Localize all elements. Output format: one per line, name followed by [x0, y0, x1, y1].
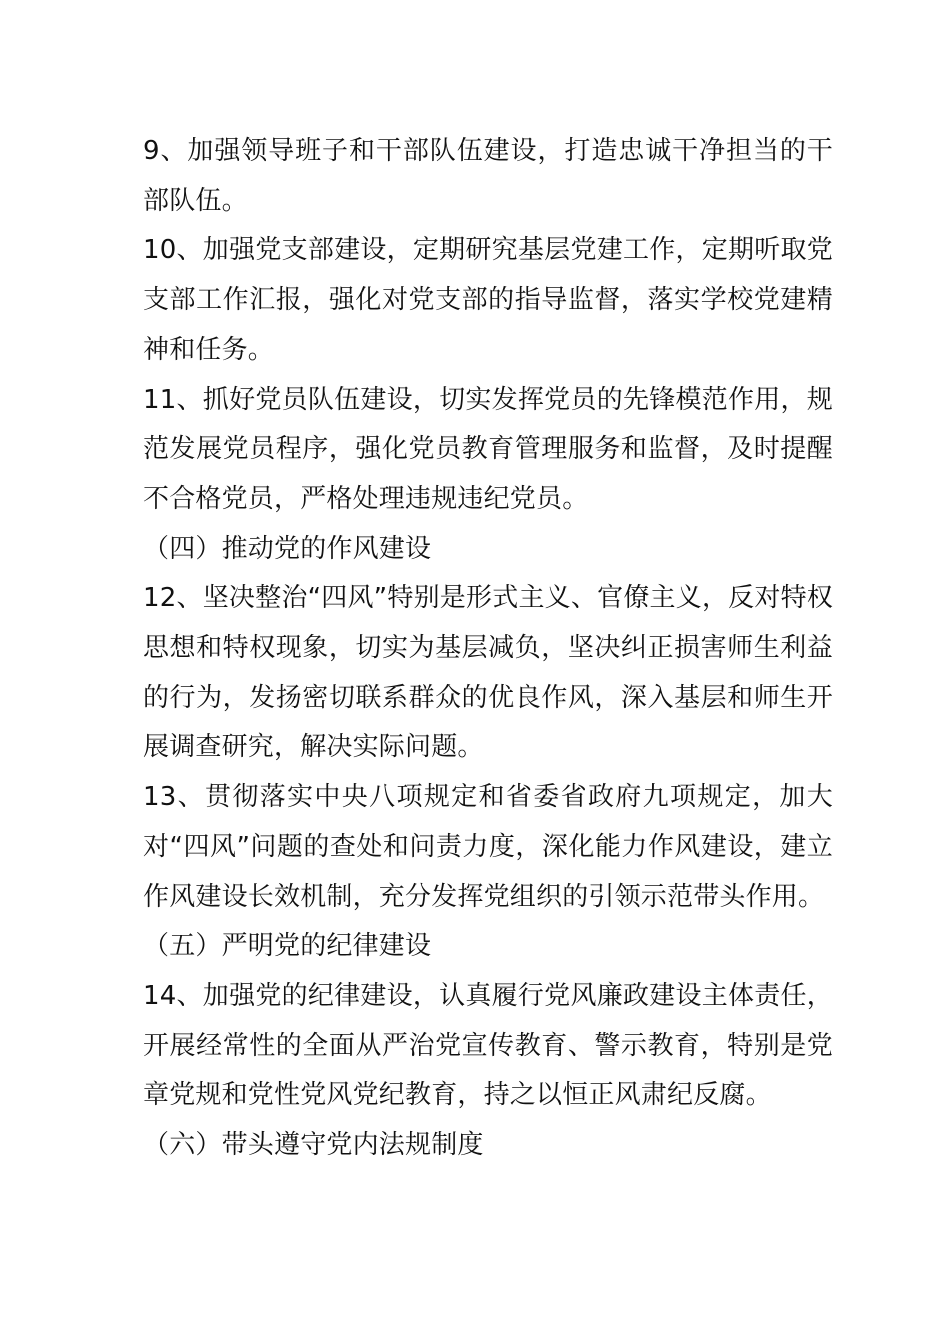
paragraph-item-13: 13、贯彻落实中央八项规定和省委省政府九项规定，加大对“四风”问题的查处和问责力度，深化能力作风建设，建立作风建设长效机制，充分发挥党组织的引领示范带头作用。 — [143, 782, 833, 912]
paragraph-item-12: 12、坚决整治“四风”特别是形式主义、官僚主义，反对特权思想和特权现象，切实为基层减负，坚决纠正损害师生利益的行为，发扬密切联系群众的优良作风，深入基层和师生开展调查研究，解决实际问题。 — [143, 583, 833, 763]
paragraph-item-11: 11、抓好党员队伍建设，切实发挥党员的先锋模范作用，规范发展党员程序，强化党员教育管理服务和监督，及时提醒不合格党员，严格处理违规违纪党员。 — [143, 384, 833, 514]
section-heading-4: （四）推动党的作风建设 — [143, 533, 432, 564]
document-body — [143, 127, 833, 1171]
section-heading-5: （五）严明党的纪律建设 — [143, 931, 432, 962]
paragraph-item-14: 14、加强党的纪律建设，认真履行党风廉政建设主体责任，开展经常性的全面从严治党宣传教育、警示教育，特别是党章党规和党性党风党纪教育，持之以恒正风肃纪反腐。 — [143, 980, 833, 1111]
section-heading-6: （六）带头遵守党内法规制度 — [143, 1130, 484, 1161]
paragraph-item-10: 10、加强党支部建设，定期研究基层党建工作，定期听取党支部工作汇报，强化对党支部的指导监督，落实学校党建精神和任务。 — [143, 235, 833, 365]
paragraph-item-9: 9、加强领导班子和干部队伍建设，打造忠诚干净担当的干部队伍。 — [143, 136, 833, 216]
